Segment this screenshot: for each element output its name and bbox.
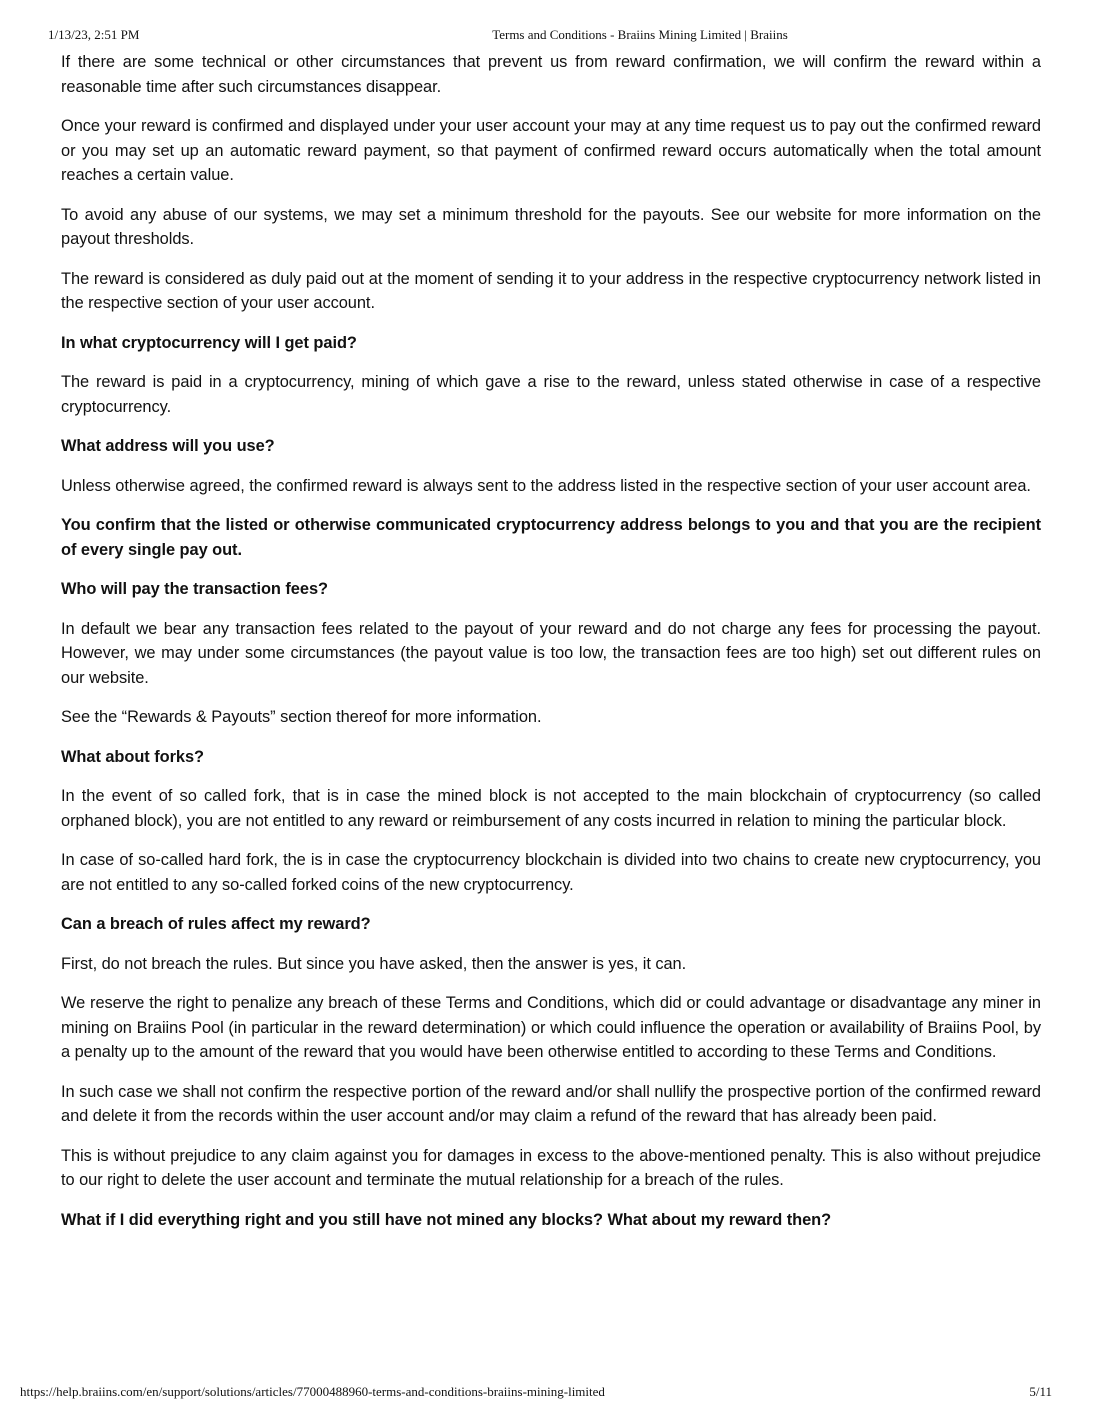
paragraph: Once your reward is confirmed and displayed under your user account your may at any time request us to pay out the confirmed reward or you may set up an automatic reward payment, so that payment of confirmed reward occurs automatically when the total amount reaches a certain value. — [61, 117, 1041, 184]
paragraph: If there are some technical or other circumstances that prevent us from reward confirmation, we will confirm the reward within a reasonable time after such circumstances disappear. — [61, 53, 1041, 96]
article-body — [61, 50, 1041, 1247]
paragraph: The reward is paid in a cryptocurrency, mining of which gave a rise to the reward, unless stated otherwise in case of a respective cryptocurrency. — [61, 373, 1041, 416]
page-number: 5/11 — [1029, 1384, 1052, 1399]
paragraph: In case of so-called hard fork, the is in case the cryptocurrency blockchain is divided into two chains to create new cryptocurrency, you are not entitled to any so-called forked coins of the new cryptocurrency. — [61, 851, 1041, 894]
section-heading: In what cryptocurrency will I get paid? — [61, 333, 357, 352]
section-heading: What about forks? — [61, 747, 205, 766]
print-header — [0, 24, 1100, 46]
paragraph: Unless otherwise agreed, the confirmed reward is always sent to the address listed in the respective section of your user account area. — [61, 476, 1031, 495]
bold-paragraph: You confirm that the listed or otherwise communicated cryptocurrency address belongs to you and that you are the recipient of every single pay out. — [61, 516, 1041, 559]
section-heading: Can a breach of rules affect my reward? — [61, 915, 371, 933]
paragraph: To avoid any abuse of our systems, we may set a minimum threshold for the payouts. See our website for more information on the payout thresholds. — [61, 205, 1041, 248]
paragraph: In such case we shall not confirm the respective portion of the reward and/or shall nullify the prospective portion of the confirmed reward and delete it from the records within the user account and/or may claim a refund of the reward that has already been paid. — [61, 1082, 1041, 1125]
paragraph: First, do not breach the rules. But since you have asked, then the answer is yes, it can. — [61, 954, 687, 973]
paragraph: See the “Rewards & Payouts” section thereof for more information. — [61, 708, 542, 726]
print-footer — [0, 1382, 1100, 1402]
paragraph: This is without prejudice to any claim against you for damages in excess to the above-mentioned penalty. This is also without prejudice to our right to delete the user account and terminate the mutual relationship for a breach of the rules. — [61, 1146, 1041, 1189]
print-datetime: 1/13/23, 2:51 PM — [48, 27, 140, 42]
paragraph: The reward is considered as duly paid out at the moment of sending it to your address in the respective cryptocurrency network listed in the respective section of your user account. — [61, 269, 1041, 312]
section-heading: What address will you use? — [61, 437, 275, 455]
print-page-title: Terms and Conditions - Braiins Mining Limited | Braiins — [492, 27, 788, 42]
paragraph: In default we bear any transaction fees related to the payout of your reward and do not charge any fees for processing the payout. However, we may under some circumstances (the payout value is too low, the transaction fees are too high) set out different rules on our website. — [61, 619, 1041, 687]
paragraph: In the event of so called fork, that is in case the mined block is not accepted to the main blockchain of cryptocurrency (so called orphaned block), you are not entitled to any reward or reimbursement of any costs incurred in relation to mining the particular block. — [61, 787, 1041, 830]
print-url: https://help.braiins.com/en/support/solutions/articles/77000488960-terms-and-conditions-braiins-mining-limited — [20, 1384, 605, 1399]
paragraph: We reserve the right to penalize any breach of these Terms and Conditions, which did or could advantage or disadvantage any miner in mining on Braiins Pool (in particular in the reward determination) or which could influence the operation or availability of Braiins Pool, by a penalty up to the amount of the reward that you would have been otherwise entitled to according to these Terms and Conditions. — [61, 994, 1041, 1061]
section-heading: Who will pay the transaction fees? — [61, 580, 328, 598]
section-heading: What if I did everything right and you still have not mined any blocks? What about my reward then? — [61, 1210, 832, 1229]
